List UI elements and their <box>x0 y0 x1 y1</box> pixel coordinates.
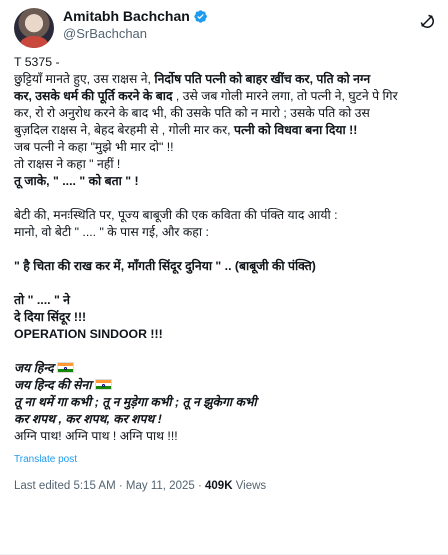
tweet-line: बेटी की, मनःस्थिति पर, पूज्य बाबूजी की एक कविता की पंक्ति याद आयी : <box>14 208 338 222</box>
tweet-line: अग्नि पाथ! अग्नि पाथ ! अग्नि पाथ !!! <box>14 429 178 443</box>
tweet-line: T 5375 - <box>14 55 60 69</box>
tweet-text-segment: जय हिन्द की सेना <box>14 378 92 392</box>
tweet-text-segment: छुट्टियाँ मानते हुए, उस राक्षस ने, <box>14 72 155 86</box>
author-handle[interactable]: @SrBachchan <box>63 26 148 41</box>
tweet-text-segment: , उसे जब गोली मारने लगा, तो पत्नी ने, घुटने पे गिर <box>172 89 398 103</box>
tweet-line: दे दिया सिंदूर !!! <box>14 310 87 324</box>
tweet-line: तू ना थमें गा कभी ; तू न मुड़ेगा कभी ; तू न झुकेगा कभी <box>14 395 257 409</box>
tweet-text <box>14 54 434 468</box>
india-flag-icon <box>57 362 74 373</box>
tweet-text-bold: निर्दोष पति पत्नी को बाहर खींच कर, पति को नग्न <box>154 72 371 86</box>
tweet-line: तू जाके, " .... " को बता " ! <box>14 174 139 188</box>
india-flag-icon <box>95 379 112 390</box>
tweet-line <box>14 88 434 105</box>
views-count[interactable]: 409K <box>205 480 233 492</box>
avatar[interactable] <box>14 8 54 48</box>
tweet-line: तो " .... " ने <box>14 293 71 307</box>
tweet-line: " है चिता की राख कर में, माँगती सिंदूर दुनिया " .. (बाबूजी की पंक्ति) <box>14 259 316 273</box>
views-label[interactable]: Views <box>235 480 267 492</box>
translate-post-link[interactable]: Translate post <box>14 454 77 465</box>
meta-separator: · <box>197 480 202 492</box>
tweet-header <box>14 8 434 54</box>
tweet-line: कर शपथ , कर शपथ, कर शपथ ! <box>14 412 162 426</box>
tweet-line: मानो, वो बेटी " .... " के पास गई, और कहा : <box>14 225 209 239</box>
author-display-name[interactable]: Amitabh Bachchan <box>63 8 190 24</box>
tweet-line <box>14 71 434 88</box>
tweet-text-bold: कर, उसके धर्म की पूर्ति करने के बाद <box>14 89 173 103</box>
tweet-text-segment: बुज़दिल राक्षस ने, बेहद बेरहमी से , गोली मार कर, <box>14 123 234 137</box>
tweet-line: कर, रो रो अनुरोध करने के बाद भी, की उसके पति को न मारो ; उसके पति को उस <box>14 106 370 120</box>
tweet-line <box>14 360 434 377</box>
post-time[interactable]: 5:15 AM <box>73 480 116 492</box>
line-gap <box>14 275 434 292</box>
tweet-meta <box>14 480 434 492</box>
line-gap <box>14 343 434 360</box>
line-gap <box>14 190 434 207</box>
tweet-text-segment: जय हिन्द <box>14 361 54 375</box>
line-gap <box>14 241 434 258</box>
tweet-line: OPERATION SINDOOR !!! <box>14 327 163 341</box>
tweet-line: जब पत्नी ने कहा "मुझे भी मार दो" !! <box>14 140 174 154</box>
author-names <box>63 8 208 42</box>
grok-icon[interactable] <box>418 12 436 30</box>
post-date[interactable]: May 11, 2025 <box>125 480 195 492</box>
tweet-line <box>14 377 434 394</box>
tweet-text-bold: पत्नी को विधवा बना दिया !! <box>233 123 358 137</box>
edited-label[interactable]: Last edited <box>14 480 71 492</box>
tweet-line: तो राक्षस ने कहा " नहीं ! <box>14 157 121 171</box>
name-row <box>63 8 208 25</box>
meta-separator: · <box>118 480 123 492</box>
verified-badge-icon <box>193 9 208 24</box>
tweet-line <box>14 122 434 139</box>
